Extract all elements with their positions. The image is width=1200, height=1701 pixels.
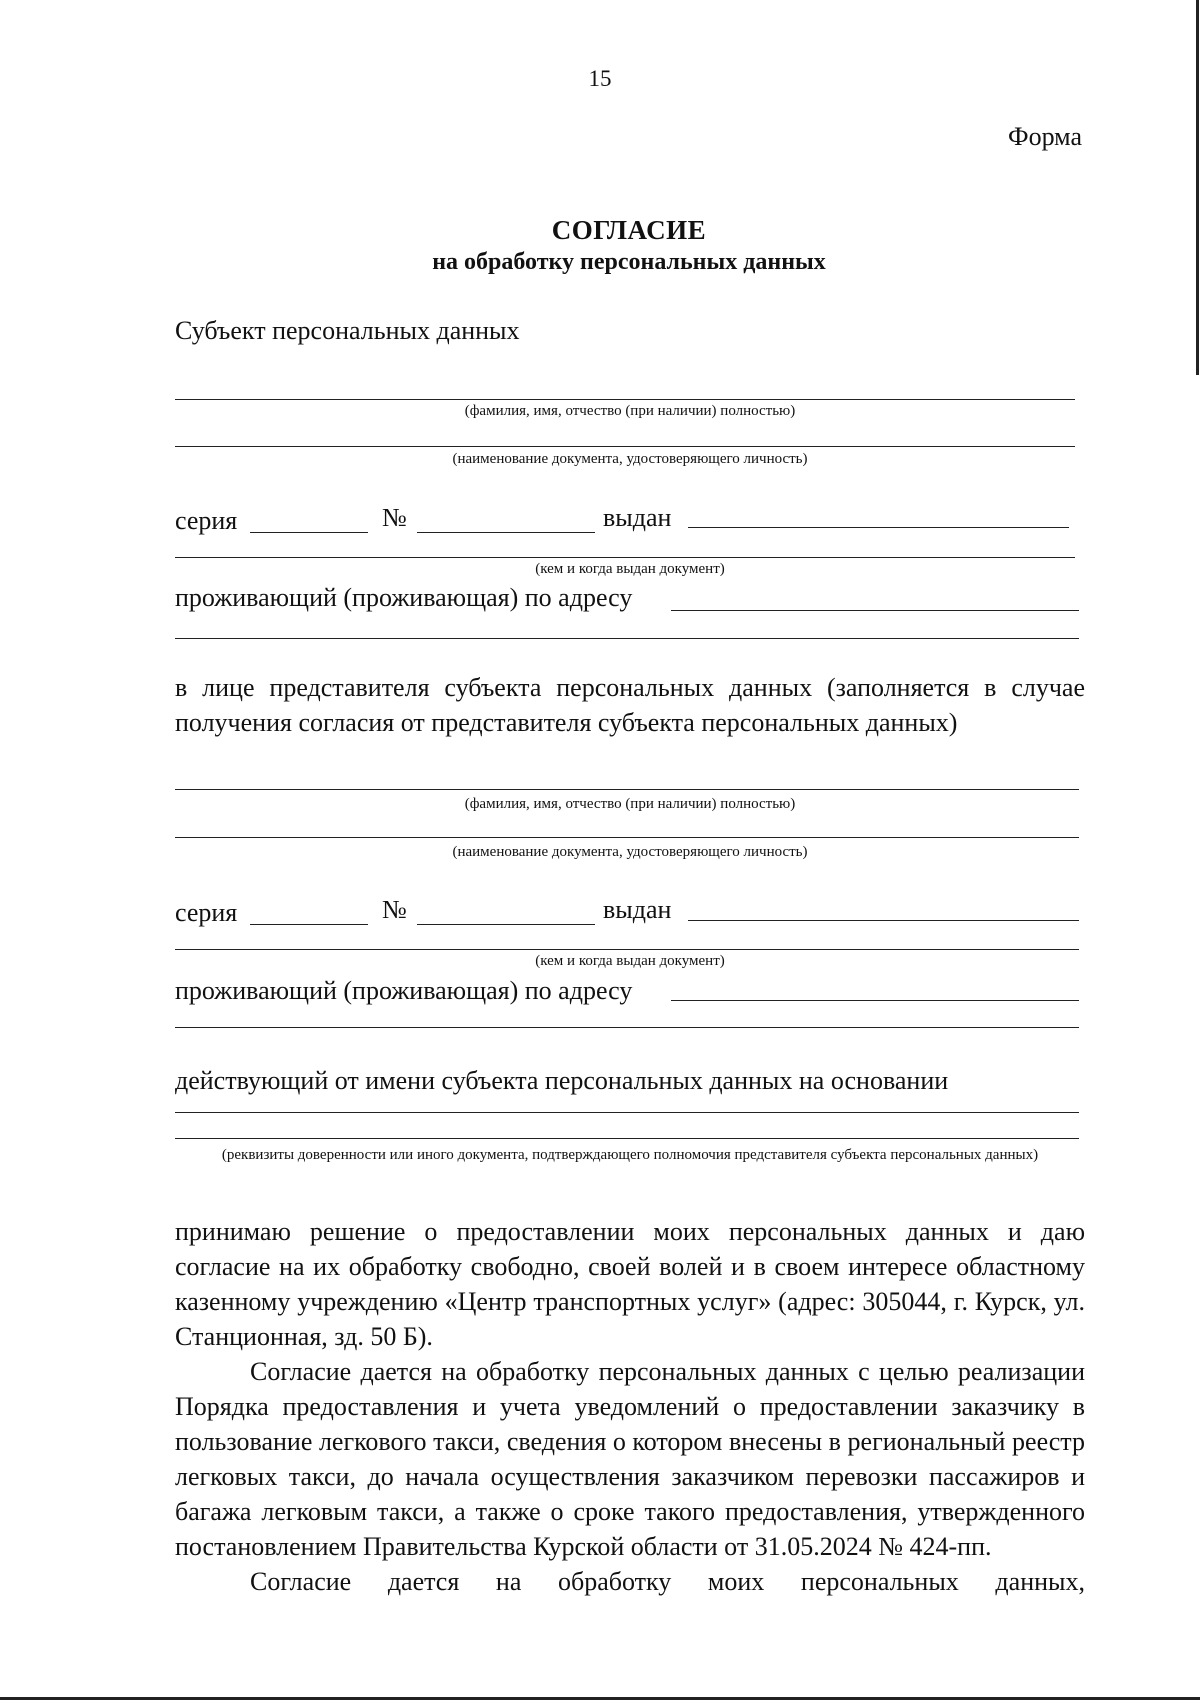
subject-series-label: серия: [175, 506, 238, 535]
representative-issued-details-field[interactable]: [175, 949, 1079, 950]
representative-basis-label: действующий от имени субъекта персональных данных на основании: [175, 1066, 949, 1095]
subject-issued-label: выдан: [603, 503, 672, 532]
subject-fio-field[interactable]: [175, 399, 1075, 400]
form-label: Форма: [1008, 122, 1082, 151]
consent-paragraph-3: Согласие дается на обработку моих персональных данных,: [250, 1567, 1085, 1596]
consent-paragraph-2: Согласие дается на обработку персональных данных с целью реализации Порядка предоставления и учета уведомлений о предоставлении заказчику в пользование легкового такси, сведения о котором внесены в региональный реестр легковых такси, до начала осуществления заказчиком перевозки пассажиров и багажа легковым такси, а также о сроке такого предоставления, утвержденного постановлением Правительства Курской области от 31.05.2024 № 424-пп.: [175, 1357, 1085, 1561]
representative-address-label: проживающий (проживающая) по адресу: [175, 976, 633, 1005]
representative-issued-label: выдан: [603, 895, 672, 924]
subject-address-label: проживающий (проживающая) по адресу: [175, 583, 633, 612]
consent-paragraph-1: принимаю решение о предоставлении моих персональных данных и даю согласие на их обработку свободно, своей волей и в своем интересе областному казенному учреждению «Центр транспортных услуг» (адрес: 305044, г. Курск, ул. Станционная, зд. 50 Б).: [175, 1217, 1085, 1351]
representative-document-field[interactable]: [175, 837, 1079, 838]
subject-address-field-2[interactable]: [175, 638, 1079, 639]
subject-number-field[interactable]: [417, 532, 595, 533]
subject-document-field[interactable]: [175, 446, 1075, 447]
representative-issued-field[interactable]: [688, 920, 1079, 921]
representative-number-field[interactable]: [417, 924, 595, 925]
representative-document-caption: (наименование документа, удостоверяющего личность): [452, 844, 808, 860]
subject-heading: Субъект персональных данных: [175, 316, 520, 345]
page-number: 15: [588, 66, 612, 91]
representative-number-label: №: [382, 895, 407, 924]
representative-issued-caption: (кем и когда выдан документ): [535, 953, 725, 969]
subject-address-field[interactable]: [671, 610, 1079, 611]
subject-fio-caption: (фамилия, имя, отчество (при наличии) полностью): [464, 403, 796, 419]
subject-issued-details-field[interactable]: [175, 557, 1075, 558]
representative-series-field[interactable]: [250, 924, 368, 925]
document-title: СОГЛАСИЕ: [551, 215, 707, 245]
subject-document-caption: (наименование документа, удостоверяющего личность): [452, 451, 808, 467]
representative-address-field-2[interactable]: [175, 1027, 1079, 1028]
subject-issued-caption: (кем и когда выдан документ): [535, 561, 725, 577]
representative-series-label: серия: [175, 898, 238, 927]
consent-body: [175, 1214, 1085, 1599]
representative-address-field[interactable]: [671, 1000, 1079, 1001]
subject-series-field[interactable]: [250, 532, 368, 533]
subject-issued-field[interactable]: [688, 527, 1069, 528]
representative-basis-field[interactable]: [175, 1112, 1079, 1113]
document-subtitle: на обработку персональных данных: [432, 249, 826, 275]
representative-intro: в лице представителя субъекта персональных данных (заполняется в случае получения согласия от представителя субъекта персональных данных): [175, 673, 1085, 737]
scan-edge-right: [1196, 0, 1199, 375]
subject-number-label: №: [382, 503, 407, 532]
scan-edge-bottom: [0, 1697, 1200, 1700]
representative-basis-caption: (реквизиты доверенности или иного документа, подтверждающего полномочия представителя субъекта персональных данных): [221, 1147, 1039, 1163]
representative-fio-field[interactable]: [175, 789, 1079, 790]
representative-fio-caption: (фамилия, имя, отчество (при наличии) полностью): [464, 796, 796, 812]
representative-basis-field-2[interactable]: [175, 1138, 1079, 1139]
